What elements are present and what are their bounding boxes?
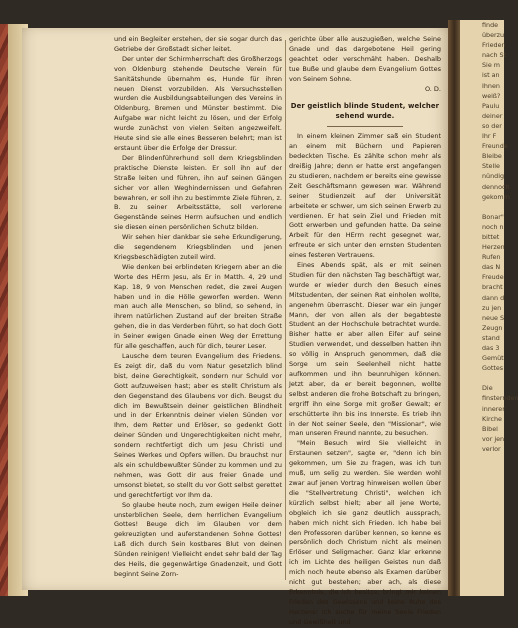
- next-page-line: das N: [482, 263, 501, 272]
- paragraph: Wir sehen hier dankbar sie sehe Erkundigerung, die segendenem Kriegsblinden und jenen Kriegsbeschädigten zuteil wird.: [114, 233, 282, 261]
- next-page-line: gekomm: [482, 192, 510, 201]
- next-page-line: ist an: [482, 71, 500, 80]
- title-rule: [327, 126, 403, 127]
- paragraph: Wie denken bei erblindeten Kriegern aber an die Worte des HErrn Jesu, als Er in Matth. 4, 29 und Kap. 18, 9 von Menschen redet, die zwei Augen haben und in die Hölle geworfen werden. Wenn man auch alle Menschen, so blind, so sehend, in ihrem natürlichen Zustand auf der breiten Straße gehen, die in das Verderben führt, so hat doch Gott in Seiner ewigen Gnade einen Weg der Errettung für alle geschaffen, auch für dich, teurer Leser.: [114, 262, 282, 351]
- paragraph: "Mein Besuch wird Sie vielleicht in Erstaunen setzen", sagte er, "denn ich bin gekommen, um Sie zu fragen, was ich tun muß, um selig zu werden. Sie werden wohl zwar auf jenen Vortrag hinweisen wollen über die "Stellvertretung Christi", welchen ich kürzlich selbst hielt; aber all jene Worte, obgleich ich sie ganz deutlich aussprach, haben mich nicht sich Frieden. Ich habe bei den Professoren darüber kennen, so kenne es persönlich doch Christum nicht als meinen Erlöser und Seligmacher. Ganz klar erkenne ich im Lichte des heiligen Geistes nun daß mich noch heute ebenso als Examen darüber nicht gut bestehen; aber ach, als diese Erkenntnis, die ich besitze, bringt mir keinen Frieden des Gewissens und keine Ruhe des Herzens! Ich suche für meine Seele Frieden und Gewißheit und: [289, 439, 441, 626]
- next-page-line: Kirche: [482, 414, 502, 423]
- next-page-line: noch n: [482, 222, 504, 231]
- paragraph: Lausche dem teuren Evangelium des Friedens. Es zeigt dir, daß du vom Natur gesetzlich blind bist, deine Gerechtigkeit, sondern nur Schuld vor Gott aufzuweisen hast; aber es stellt Christum als den Gegenstand des Glaubens vor dich. Beugst du dich im Bewußtsein deiner geistlichen Blindheit und in der Erkenntnis deiner vielen Sünden vor Ihm, dem Retter und Erlöser, so gedenkt Gott deiner Sünden und Ungerechtigkeiten nicht mehr, sondern rechtfertigt dich um Jesu Christi und Seines Werkes und Opfers willen. Du brauchst nur als ein schuldbewußter Sünder zu kommen und zu nehmen, was Gott dir aus freier Gnade und umsonst bietet, so stellt du vor Gott selbst gerettet und gerechtfertigt vor Ihm da.: [114, 352, 282, 499]
- next-page-line: vor jen: [482, 434, 505, 443]
- next-page-line: neue S: [482, 313, 505, 322]
- left-column: [114, 35, 282, 585]
- next-page-line: verlor: [482, 444, 501, 453]
- next-page-line: das 3: [482, 344, 500, 352]
- next-page-line: überzu: [482, 31, 505, 40]
- next-page-line: bracht: [482, 283, 503, 292]
- next-page-line: stand: [482, 333, 500, 342]
- next-page-line: Rufen: [482, 253, 501, 262]
- next-page-line: weiß?: [482, 91, 501, 100]
- next-page-line: Freunde: [482, 142, 508, 151]
- article-title: Der geistlich blinde Student, welcher sehend wurde.: [290, 102, 440, 120]
- next-page-line: bittet: [482, 232, 500, 241]
- next-page-line: [460, 202, 504, 212]
- column-divider: [285, 40, 286, 580]
- next-page-line: Bleibe: [482, 152, 502, 161]
- paragraph: In einem kleinen Zimmer saß ein Student an einem mit Büchern und Papieren bedeckten Tische. Es zählte schon mehr als dreißig Jahre; denn er hatte erst angefangen zu studieren, nachdem er bereits eine gewisse Zeit Geschäftsmann gewesen war. Während seiner Studienzeit auf der Universität arbeitete er schwer, um sich seinen Erwerb zu verdienen. Er hat sein Ziel und Frieden mit Gott erwerben und gefunden hatte. Da seine Arbeit für den HErrn recht gesegnet war, erfreute er sich unter den ernsten Studenten eines festeren Vertrauens.: [289, 132, 441, 260]
- paragraph: und ein Begleiter erstehen, der sie sogar durch das Getriebe der Großstadt sicher leitet.: [114, 35, 282, 53]
- paragraph: Der Blindenführerhund soll dem Kriegsblinden praktische Dienste leisten. Er soll ihn auf der Straße leiten und führen, ihn auf seinen Gängen sicher vor allen Weghindernissen und Gefahren bewahren, er soll ihn zu bestimmte Ziele führen, z. B. zu seiner Arbeitsstätte, soll verlorene Gegenstände seines Herrn aufsuchen und endlich sie diesen einen persönlichen Schutz bilden.: [114, 153, 282, 232]
- next-page-line: Freude: [482, 273, 504, 282]
- next-page-line: deiner: [482, 111, 503, 120]
- paragraph: Der unter der Schirmherrschaft des Großherzogs von Oldenburg stehende Deutsche Verein für Sanitätshunde übernahm es, Hunde für ihren neuen Dienst vorzubilden. Als Versuchsstellen wurden die Ausbildungsabteilungen des Vereins in Oldenburg, Bremen und Münster bestimmt. Die Aufgabe war nicht leicht zu lösen, und der Erfolg wurde zunächst von vielen Seiten angezweifelt. Heute sind sie alle eines Besseren belehrt; man ist erstaunt über die Erfolge der Dressur.: [114, 54, 282, 152]
- next-page-line: Bonar": [482, 212, 504, 221]
- next-page-fragment: [460, 20, 518, 596]
- next-page-line: dennoch: [482, 182, 510, 191]
- next-page-line: nach St: [482, 51, 507, 60]
- next-page-line: [460, 373, 504, 383]
- next-page-line: Die: [482, 384, 493, 393]
- next-page-line: innerer: [482, 404, 505, 413]
- next-page-line: zu jen: [482, 303, 502, 312]
- paragraph: gerichte über alle auszugießen, welche Seine Gnade und das dargebotene Heil gering geachtet oder verschmäht haben. Deshalb tue Buße und glaube dem Evangelium Gottes von Seinem Sohne.: [289, 35, 441, 83]
- next-page-line: Bibel: [482, 424, 498, 433]
- next-page-line: Paulu: [482, 101, 500, 110]
- right-column: [289, 35, 441, 626]
- next-page-line: Ihnen: [482, 81, 500, 90]
- next-page-line: dann d: [482, 293, 505, 302]
- paragraph: So glaube heute noch, zum ewigen Heile deiner unsterblichen Seele, dem herrlichen Evangelium Gottes! Beuge dich im Glauben vor dem gekreuzigten und auferstandenen Sohne Gottes! Laß dich durch Sein kostbares Blut von deinen Sünden reinigen! Vielleicht endet sehr bald der Tag des Heils, die gegenwärtige Gnadenzeit, und Gott beginnt Seine Zorn-: [114, 500, 282, 578]
- next-page-line: finsternden: [482, 394, 518, 403]
- next-page-line: nündig: [482, 172, 505, 181]
- next-page-line: Frieden: [482, 41, 506, 50]
- next-page-line: Stelle: [482, 162, 500, 171]
- paragraph: Eines Abends spät, als er mit seinen Studien für den nächsten Tag beschäftigt war, wurde er wieder durch den Besuch eines Mitstudenten, der seinen Rat einholen wollte, angenehm überrascht. Dieser war ein junger Mann, der von allen als der begabteste Student an der Hochschule betrachtet wurde. Bisher hatte er aber allen Eifer auf seine Studien verwendet, und desselben hatten ihn so völlig in Anspruch genommen, daß die Sorge um sein Seelenheil nicht hatte aufkommen und ihn beunruhigen können. Jetzt aber, da er bereit begonnen, wollte selbst anderen die frohe Botschaft zu bringen, ergriff ihn eine Sorge mit großer Gewalt; er erschütterte ihn bis ins Innerste. Es trieb ihn in der Not seiner Seele, den "Missionar", wie man unseren Freund nannte, zu besuchen.: [289, 261, 441, 438]
- next-page-line: Sie m: [482, 61, 501, 70]
- next-page-line: Gemüt: [482, 354, 504, 363]
- next-page-line: Herzen: [482, 243, 505, 252]
- next-page-line: so der: [482, 121, 502, 130]
- next-page-line: finde: [482, 21, 499, 29]
- article-signature: O. D.: [424, 84, 441, 93]
- next-page-line: Ihr F: [482, 132, 497, 141]
- next-page-line: Gottes: [482, 364, 504, 373]
- next-page-line: Zeugn: [482, 323, 503, 332]
